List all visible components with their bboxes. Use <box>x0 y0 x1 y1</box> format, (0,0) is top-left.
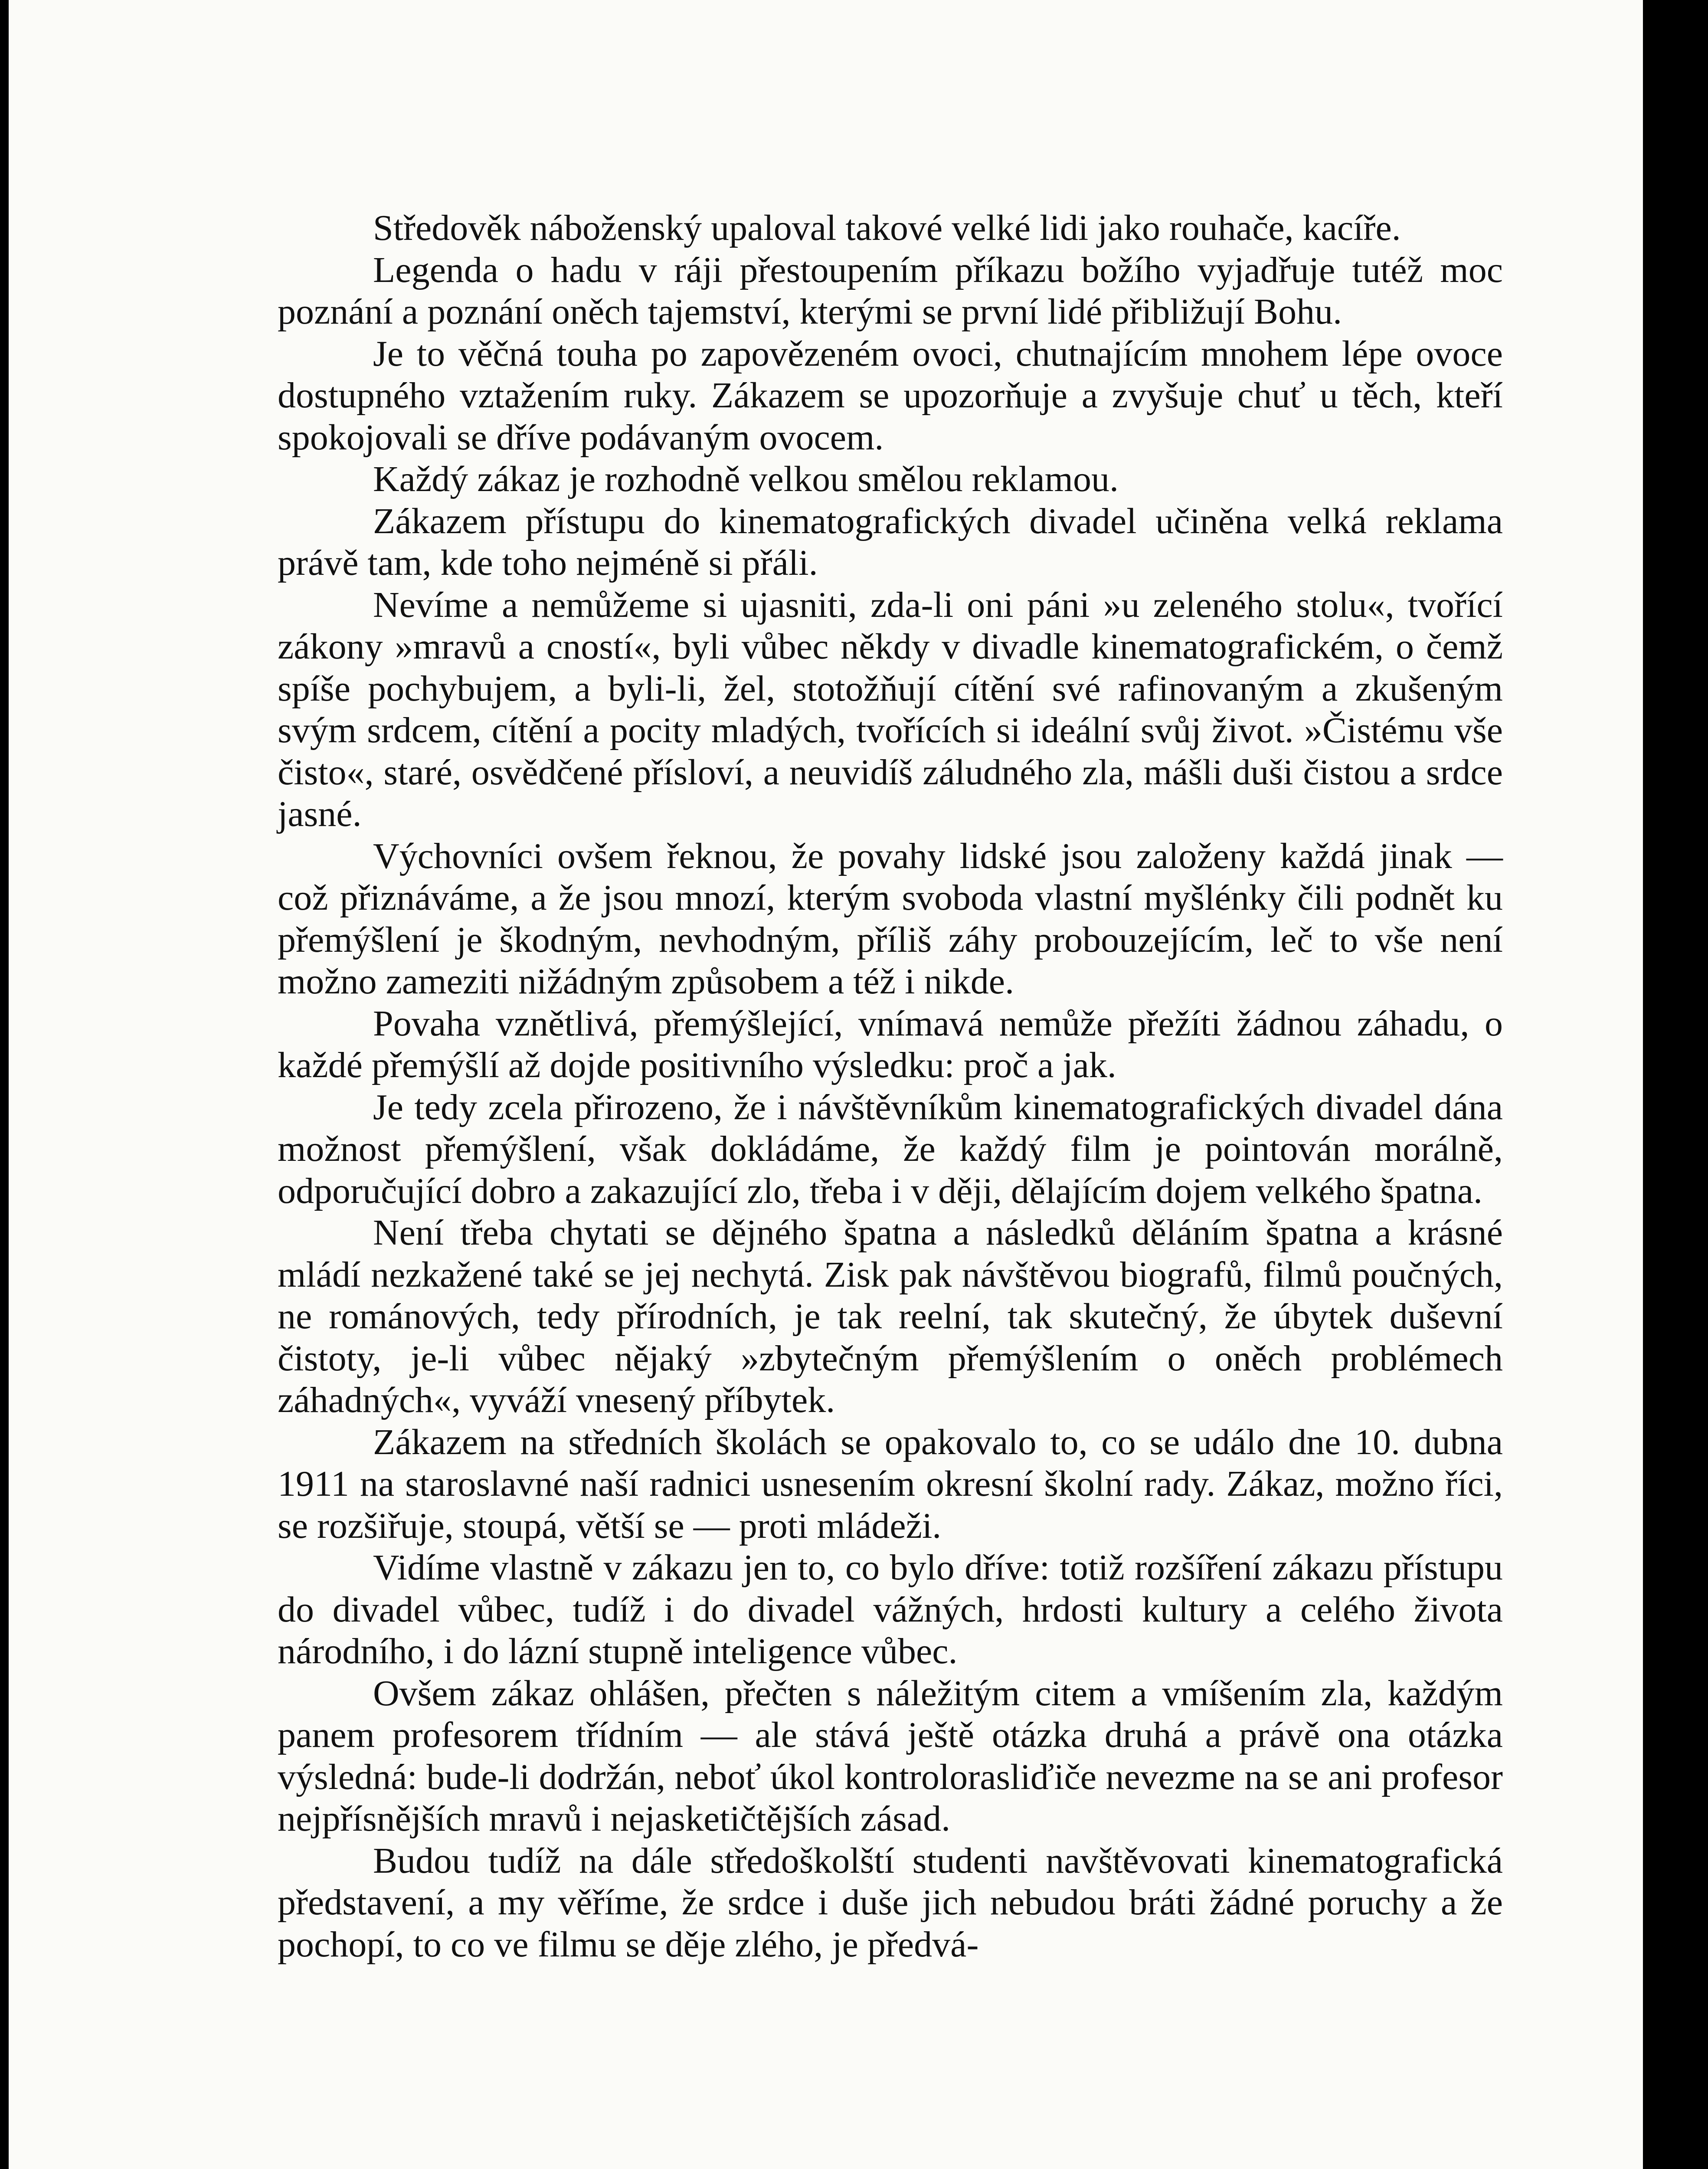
paragraph: Nevíme a nemůžeme si ujasniti, zda-li oni páni »u zeleného stolu«, tvořící zákony »mravů a cností«, byli vůbec někdy v divadle kinematografickém, o čemž spíše pochybujem, a byli-li, žel, stotožňují cítění své rafinovaným a zkušeným svým srdcem, cítění a pocity mladých, tvořících si ideální svůj život. »Čistému vše čisto«, staré, osvědčené přísloví, a neuvidíš záludného zla, mášli duši čistou a srdce jasné. <box>278 584 1503 834</box>
paragraph: Vidíme vlastně v zákazu jen to, co bylo dříve: totiž rozšíření zákazu přístupu do divadel vůbec, tudíž i do divadel vážných, hrdosti kultury a celého života národního, i do lázní stupně inteligence vůbec. <box>278 1547 1503 1671</box>
paragraph: Povaha vznětlivá, přemýšlející, vnímavá nemůže přežíti žádnou záhadu, o každé přemýšlí až dojde positivního výsledku: proč a jak. <box>278 1003 1503 1085</box>
paragraph: Legenda o hadu v ráji přestoupením příkazu božího vyjadřuje tutéž moc poznání a poznání oněch tajemství, kterými se první lidé přibližují Bohu. <box>278 249 1503 332</box>
paragraph: Budou tudíž na dále středoškolští studenti navštěvovati kinematografická představení, a my věříme, že srdce i duše jich nebudou bráti žádné poruchy a že pochopí, to co ve filmu se děje zlého, je předvá- <box>278 1840 1503 1965</box>
paragraph: Středověk náboženský upaloval takové velké lidi jako rouhače, kacíře. <box>373 208 1401 248</box>
paragraph: Není třeba chytati se dějného špatna a následků děláním špatna a krásné mládí nezkažené také se jej nechytá. Zisk pak návštěvou biografů, filmů poučných, ne románových, tedy přírodních, je tak reelní, tak skutečný, že úbytek duševní čistoty, je-li vůbec nějaký »zbytečným přemýšlením o oněch problémech záhadných«, vyváží vnesený příbytek. <box>278 1212 1503 1420</box>
paragraph: Výchovníci ovšem řeknou, že povahy lidské jsou založeny každá jinak — což přiznáváme, a že jsou mnozí, kterým svoboda vlastní myšlénky čili podnět ku přemýšlení je škodným, nevhodným, příliš záhy probouzejícím, leč to vše není možno zameziti nižádným způsobem a též i nikde. <box>278 835 1503 1002</box>
paragraph: Je tedy zcela přirozeno, že i návštěvníkům kinematografických divadel dána možnost přemýšlení, však dokládáme, že každý film je pointován morálně, odporučující dobro a zakazující zlo, třeba i v ději, dělajícím dojem velkého špatna. <box>278 1087 1503 1211</box>
book-page <box>9 0 1652 2169</box>
paragraph: Každý zákaz je rozhodně velkou smělou reklamou. <box>373 459 1119 499</box>
paragraph: Zákazem přístupu do kinematografických divadel učiněna velká reklama právě tam, kde toho nejméně si přáli. <box>278 501 1503 583</box>
paragraph: Zákazem na středních školách se opakovalo to, co se událo dne 10. dubna 1911 na staroslavné naší radnici usnesením okresní školní rady. Zákaz, možno říci, se rozšiřuje, stoupá, větší se — proti mládeži. <box>278 1422 1503 1546</box>
scan-border <box>1643 0 1708 2169</box>
body-text <box>278 207 1503 1966</box>
paragraph: Ovšem zákaz ohlášen, přečten s náležitým citem a vmíšením zla, každým panem profesorem třídním — ale stává ještě otázka druhá a právě ona otázka výsledná: bude-li dodržán, neboť úkol kontrolorasliďiče nevezme na se ani profesor nejpřísnějších mravů i nejasketičtějších zásad. <box>278 1673 1503 1839</box>
paragraph: Je to věčná touha po zapovězeném ovoci, chutnajícím mnohem lépe ovoce dostupného vztažením ruky. Zákazem se upozorňuje a zvyšuje chuť u těch, kteří spokojovali se dříve podávaným ovocem. <box>278 333 1503 458</box>
